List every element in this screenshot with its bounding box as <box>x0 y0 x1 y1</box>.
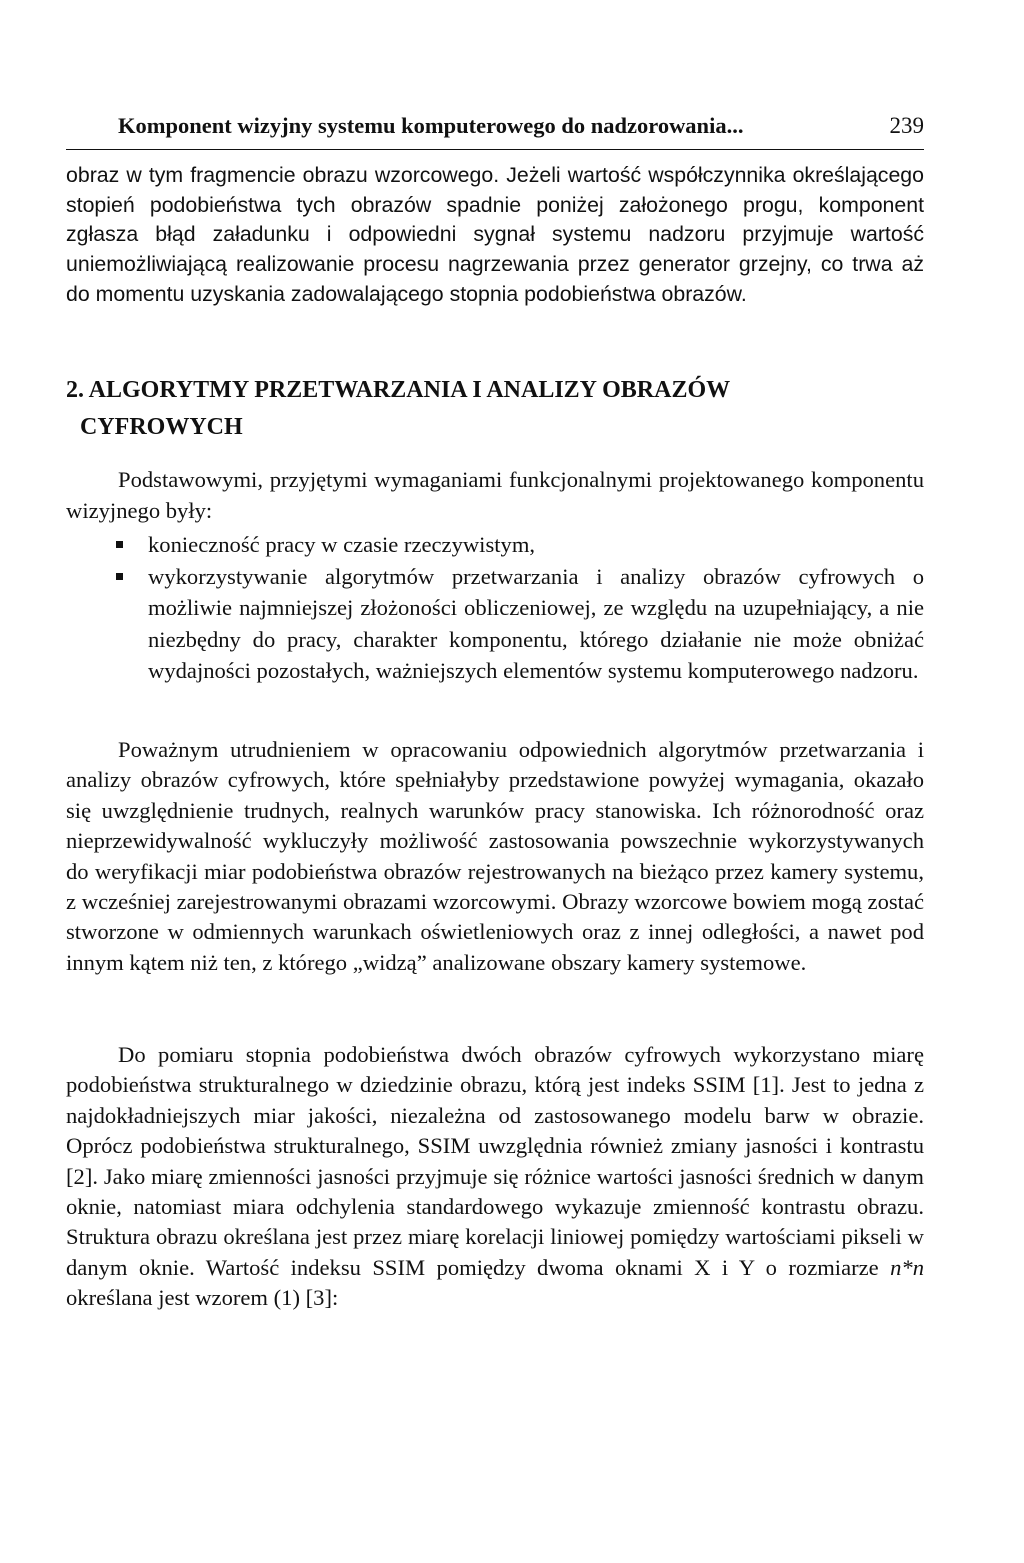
intro-paragraph: obraz w tym fragmencie obrazu wzorcowego. Jeżeli wartość współczynnika określającego stopień podobieństwa tych obrazów spadnie poniżej założonego progu, komponent zgłasza błąd załadunku i odpowiedni sygnał systemu nadzoru przyjmuje wartość uniemożliwiającą realizowanie procesu nagrzewania przez generator grzejny, co trwa aż do momentu uzyskania zadowalającego stopnia podobieństwa obrazów. <box>66 163 924 306</box>
difficulty-block <box>66 735 924 978</box>
ssim-text-after: określana jest wzorem (1) [3]: <box>66 1285 339 1311</box>
bullet-icon <box>116 573 123 580</box>
requirements-list <box>66 529 924 687</box>
ssim-text-before: Do pomiaru stopnia podobieństwa dwóch obrazów cyfrowych wykorzystano miarę podobieństwa strukturalnego w dziedzinie obrazu, którą jest indeks SSIM [1]. Jest to jedna z najdokładniejszych miar jakości, niezależna od zastosowanego modelu barw w obrazie. Oprócz podobieństwa strukturalnego, SSIM uwzględnia również zmiany jasności i kontrastu [2]. Jako miarę zmienności jasności przyjmuje się różnice wartości jasności średnich w danym oknie, natomiast miara odchylenia standardowego wykazuje zmienność kontrastu obrazu. Struktura obrazu określana jest przez miarę korelacji liniowej pomiędzy wartościami pikseli w danym oknie. Wartość indeksu SSIM pomiędzy dwoma oknami X i Y o rozmiarze <box>66 1042 924 1280</box>
list-item-text: konieczność pracy w czasie rzeczywistym, <box>148 532 536 557</box>
running-title: Komponent wizyjny systemu komputerowego do nadzorowania... <box>118 113 744 138</box>
paragraph-ssim <box>66 1040 924 1314</box>
section-heading <box>66 372 924 446</box>
list-item-text: wykorzystywanie algorytmów przetwarzania i analizy obrazów cyfrowych o możliwie najmniejszej złożoności obliczeniowej, ze względu na uzupełniający, a nie niezbędny do pracy, charakter komponentu, którego działanie nie może obniżać wydajności pozostałych, ważniejszych elementów systemu komputerowego nadzoru. <box>148 563 924 683</box>
section-heading-line2: CYFROWYCH <box>80 414 243 440</box>
running-header <box>66 113 924 150</box>
list-item <box>66 561 924 687</box>
window-size-var: n*n <box>890 1254 924 1280</box>
paragraph-difficulty: Poważnym utrudnieniem w opracowaniu odpowiednich algorytmów przetwarzania i analizy obrazów cyfrowych, które spełniałyby przedstawione powyżej wymagania, okazało się uwzględnienie trudnych, realnych warunków pracy stanowiska. Ich różnorodność oraz nieprzewidywalność wykluczyły możliwość zastosowania powszechnie wykorzystywanych do weryfikacji miar podobieństwa obrazów rejestrowanych na bieżąco przez kamery systemu, z wcześniej zarejestrowanymi obrazami wzorcowymi. Obrazy wzorcowe bowiem mogą zostać stworzone w odmiennych warunkach oświetleniowych oraz z innej odległości, a nawet pod innym kątem niż ten, z którego „widzą” analizowane obszary kamery systemowe. <box>66 737 924 975</box>
list-item <box>66 529 924 561</box>
page-number: 239 <box>889 113 924 138</box>
intro-block <box>66 161 924 310</box>
section-heading-line1: 2. ALGORYTMY PRZETWARZANIA I ANALIZY OBRAZÓW <box>66 377 731 403</box>
requirements-intro: Podstawowymi, przyjętymi wymaganiami funkcjonalnymi projektowanego komponentu wizyjnego były: <box>66 467 924 523</box>
requirements-intro-block <box>66 465 924 526</box>
bullet-icon <box>116 541 123 548</box>
ssim-block <box>66 1040 924 1314</box>
